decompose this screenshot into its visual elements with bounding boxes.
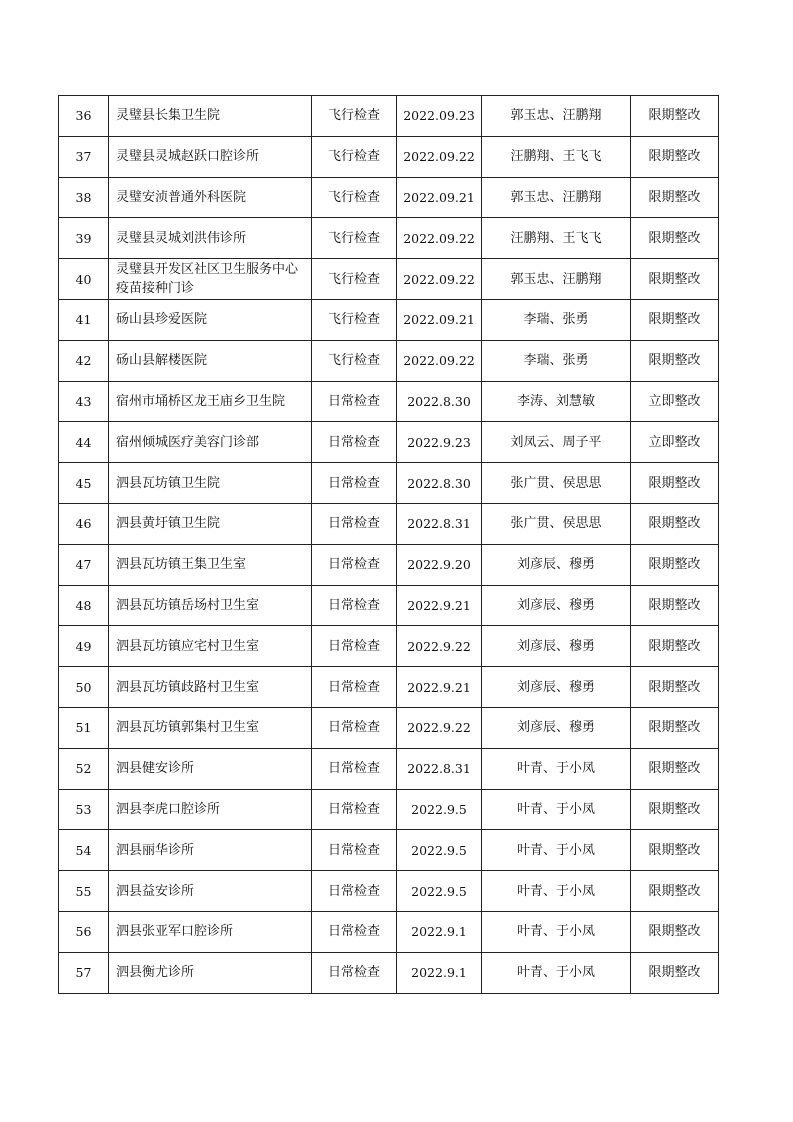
result-cell: 限期整改: [631, 299, 719, 340]
inspection-type-cell: 日常检查: [312, 381, 397, 422]
result-cell: 限期整改: [631, 911, 719, 952]
row-number-cell: 48: [59, 585, 109, 626]
institution-name-cell: 泗县李虎口腔诊所: [109, 789, 312, 830]
result-cell: 限期整改: [631, 177, 719, 218]
table-row: [59, 952, 719, 993]
table-row: [59, 136, 719, 177]
result-cell: 限期整改: [631, 544, 719, 585]
result-cell: 限期整改: [631, 789, 719, 830]
inspection-date-cell: 2022.09.21: [397, 177, 482, 218]
row-number-cell: 52: [59, 748, 109, 789]
inspectors-cell: 叶青、于小凤: [482, 789, 631, 830]
table-row: [59, 585, 719, 626]
inspection-date-cell: 2022.9.22: [397, 707, 482, 748]
inspection-table: [58, 95, 719, 994]
row-number-cell: 55: [59, 871, 109, 912]
inspection-type-cell: 日常检查: [312, 422, 397, 463]
inspection-type-cell: 飞行检查: [312, 340, 397, 381]
inspection-date-cell: 2022.9.21: [397, 585, 482, 626]
inspection-date-cell: 2022.9.20: [397, 544, 482, 585]
row-number-cell: 39: [59, 218, 109, 259]
table-row: [59, 177, 719, 218]
inspection-type-cell: 日常检查: [312, 748, 397, 789]
table-row: [59, 911, 719, 952]
result-cell: 限期整改: [631, 667, 719, 708]
inspection-type-cell: 日常检查: [312, 463, 397, 504]
table-row: [59, 422, 719, 463]
inspection-date-cell: 2022.9.23: [397, 422, 482, 463]
inspectors-cell: 汪鹏翔、王飞飞: [482, 136, 631, 177]
table-row: [59, 748, 719, 789]
row-number-cell: 41: [59, 299, 109, 340]
inspection-type-cell: 飞行检查: [312, 177, 397, 218]
inspectors-cell: 叶青、于小凤: [482, 952, 631, 993]
inspection-date-cell: 2022.9.22: [397, 626, 482, 667]
row-number-cell: 54: [59, 830, 109, 871]
inspectors-cell: 汪鹏翔、王飞飞: [482, 218, 631, 259]
inspection-type-cell: 飞行检查: [312, 299, 397, 340]
inspectors-cell: 叶青、于小凤: [482, 871, 631, 912]
inspection-date-cell: 2022.09.21: [397, 299, 482, 340]
inspectors-cell: 叶青、于小凤: [482, 748, 631, 789]
inspectors-cell: 刘彦辰、穆勇: [482, 544, 631, 585]
inspectors-cell: 郭玉忠、汪鹏翔: [482, 259, 631, 300]
inspection-type-cell: 飞行检查: [312, 259, 397, 300]
table-row: [59, 544, 719, 585]
inspection-type-cell: 日常检查: [312, 585, 397, 626]
result-cell: 限期整改: [631, 218, 719, 259]
institution-name-cell: 泗县瓦坊镇王集卫生室: [109, 544, 312, 585]
inspectors-cell: 李瑞、张勇: [482, 299, 631, 340]
inspectors-cell: 刘彦辰、穆勇: [482, 667, 631, 708]
inspection-type-cell: 日常检查: [312, 911, 397, 952]
inspection-date-cell: 2022.9.5: [397, 871, 482, 912]
institution-name-cell: 宿州市埇桥区龙王庙乡卫生院: [109, 381, 312, 422]
institution-name-cell: 泗县益安诊所: [109, 871, 312, 912]
inspection-date-cell: 2022.8.30: [397, 381, 482, 422]
inspectors-cell: 张广贯、侯思思: [482, 503, 631, 544]
result-cell: 限期整改: [631, 830, 719, 871]
result-cell: 限期整改: [631, 626, 719, 667]
institution-name-cell: 灵璧县灵城赵跃口腔诊所: [109, 136, 312, 177]
inspection-type-cell: 日常检查: [312, 952, 397, 993]
table-row: [59, 259, 719, 300]
institution-name-cell: 泗县瓦坊镇岳场村卫生室: [109, 585, 312, 626]
inspection-type-cell: 日常检查: [312, 503, 397, 544]
inspection-type-cell: 日常检查: [312, 626, 397, 667]
row-number-cell: 49: [59, 626, 109, 667]
institution-name-cell: 灵璧县长集卫生院: [109, 96, 312, 137]
row-number-cell: 37: [59, 136, 109, 177]
inspectors-cell: 张广贯、侯思思: [482, 463, 631, 504]
table-row: [59, 789, 719, 830]
inspectors-cell: 刘彦辰、穆勇: [482, 707, 631, 748]
inspection-date-cell: 2022.09.22: [397, 259, 482, 300]
institution-name-cell: 砀山县珍爱医院: [109, 299, 312, 340]
inspection-date-cell: 2022.8.31: [397, 748, 482, 789]
inspection-date-cell: 2022.09.22: [397, 340, 482, 381]
institution-name-cell: 宿州倾城医疗美容门诊部: [109, 422, 312, 463]
table-row: [59, 503, 719, 544]
institution-name-cell: 灵璧安浈普通外科医院: [109, 177, 312, 218]
inspectors-cell: 刘彦辰、穆勇: [482, 585, 631, 626]
table-row: [59, 340, 719, 381]
inspection-date-cell: 2022.09.23: [397, 96, 482, 137]
institution-name-cell: 灵璧县开发区社区卫生服务中心疫苗接种门诊: [109, 259, 312, 300]
result-cell: 限期整改: [631, 952, 719, 993]
inspectors-cell: 李瑞、张勇: [482, 340, 631, 381]
result-cell: 限期整改: [631, 96, 719, 137]
inspection-type-cell: 飞行检查: [312, 218, 397, 259]
institution-name-cell: 泗县瓦坊镇卫生院: [109, 463, 312, 504]
inspection-date-cell: 2022.8.31: [397, 503, 482, 544]
inspection-type-cell: 日常检查: [312, 830, 397, 871]
inspectors-cell: 郭玉忠、汪鹏翔: [482, 96, 631, 137]
institution-name-cell: 泗县黄圩镇卫生院: [109, 503, 312, 544]
result-cell: 立即整改: [631, 381, 719, 422]
inspection-type-cell: 日常检查: [312, 789, 397, 830]
inspection-date-cell: 2022.9.5: [397, 830, 482, 871]
table-row: [59, 218, 719, 259]
inspection-type-cell: 日常检查: [312, 871, 397, 912]
inspection-type-cell: 日常检查: [312, 667, 397, 708]
inspection-date-cell: 2022.9.21: [397, 667, 482, 708]
result-cell: 限期整改: [631, 463, 719, 504]
result-cell: 限期整改: [631, 585, 719, 626]
table-row: [59, 299, 719, 340]
institution-name-cell: 泗县瓦坊镇歧路村卫生室: [109, 667, 312, 708]
row-number-cell: 36: [59, 96, 109, 137]
table-row: [59, 381, 719, 422]
result-cell: 限期整改: [631, 259, 719, 300]
table-row: [59, 830, 719, 871]
table-row: [59, 707, 719, 748]
table-row: [59, 463, 719, 504]
row-number-cell: 45: [59, 463, 109, 504]
row-number-cell: 56: [59, 911, 109, 952]
row-number-cell: 43: [59, 381, 109, 422]
result-cell: 限期整改: [631, 136, 719, 177]
inspectors-cell: 李涛、刘慧敏: [482, 381, 631, 422]
result-cell: 限期整改: [631, 748, 719, 789]
result-cell: 限期整改: [631, 340, 719, 381]
inspection-type-cell: 飞行检查: [312, 96, 397, 137]
institution-name-cell: 泗县瓦坊镇郭集村卫生室: [109, 707, 312, 748]
inspection-date-cell: 2022.9.1: [397, 952, 482, 993]
inspection-type-cell: 日常检查: [312, 544, 397, 585]
table-row: [59, 871, 719, 912]
row-number-cell: 42: [59, 340, 109, 381]
inspection-date-cell: 2022.09.22: [397, 218, 482, 259]
inspection-type-cell: 日常检查: [312, 707, 397, 748]
inspectors-cell: 叶青、于小凤: [482, 830, 631, 871]
inspectors-cell: 郭玉忠、汪鹏翔: [482, 177, 631, 218]
inspection-type-cell: 飞行检查: [312, 136, 397, 177]
inspectors-cell: 刘彦辰、穆勇: [482, 626, 631, 667]
row-number-cell: 47: [59, 544, 109, 585]
inspection-date-cell: 2022.8.30: [397, 463, 482, 504]
inspection-date-cell: 2022.9.5: [397, 789, 482, 830]
result-cell: 限期整改: [631, 707, 719, 748]
row-number-cell: 46: [59, 503, 109, 544]
table-body: [59, 96, 719, 994]
institution-name-cell: 泗县张亚军口腔诊所: [109, 911, 312, 952]
inspectors-cell: 叶青、于小凤: [482, 911, 631, 952]
row-number-cell: 50: [59, 667, 109, 708]
inspection-date-cell: 2022.9.1: [397, 911, 482, 952]
inspectors-cell: 刘凤云、周子平: [482, 422, 631, 463]
institution-name-cell: 泗县健安诊所: [109, 748, 312, 789]
row-number-cell: 38: [59, 177, 109, 218]
result-cell: 立即整改: [631, 422, 719, 463]
table-row: [59, 626, 719, 667]
institution-name-cell: 泗县衡尤诊所: [109, 952, 312, 993]
institution-name-cell: 泗县瓦坊镇应宅村卫生室: [109, 626, 312, 667]
institution-name-cell: 砀山县解楼医院: [109, 340, 312, 381]
institution-name-cell: 灵璧县灵城刘洪伟诊所: [109, 218, 312, 259]
inspection-date-cell: 2022.09.22: [397, 136, 482, 177]
table-row: [59, 96, 719, 137]
row-number-cell: 44: [59, 422, 109, 463]
institution-name-cell: 泗县丽华诊所: [109, 830, 312, 871]
row-number-cell: 53: [59, 789, 109, 830]
row-number-cell: 51: [59, 707, 109, 748]
result-cell: 限期整改: [631, 503, 719, 544]
result-cell: 限期整改: [631, 871, 719, 912]
row-number-cell: 40: [59, 259, 109, 300]
row-number-cell: 57: [59, 952, 109, 993]
table-row: [59, 667, 719, 708]
